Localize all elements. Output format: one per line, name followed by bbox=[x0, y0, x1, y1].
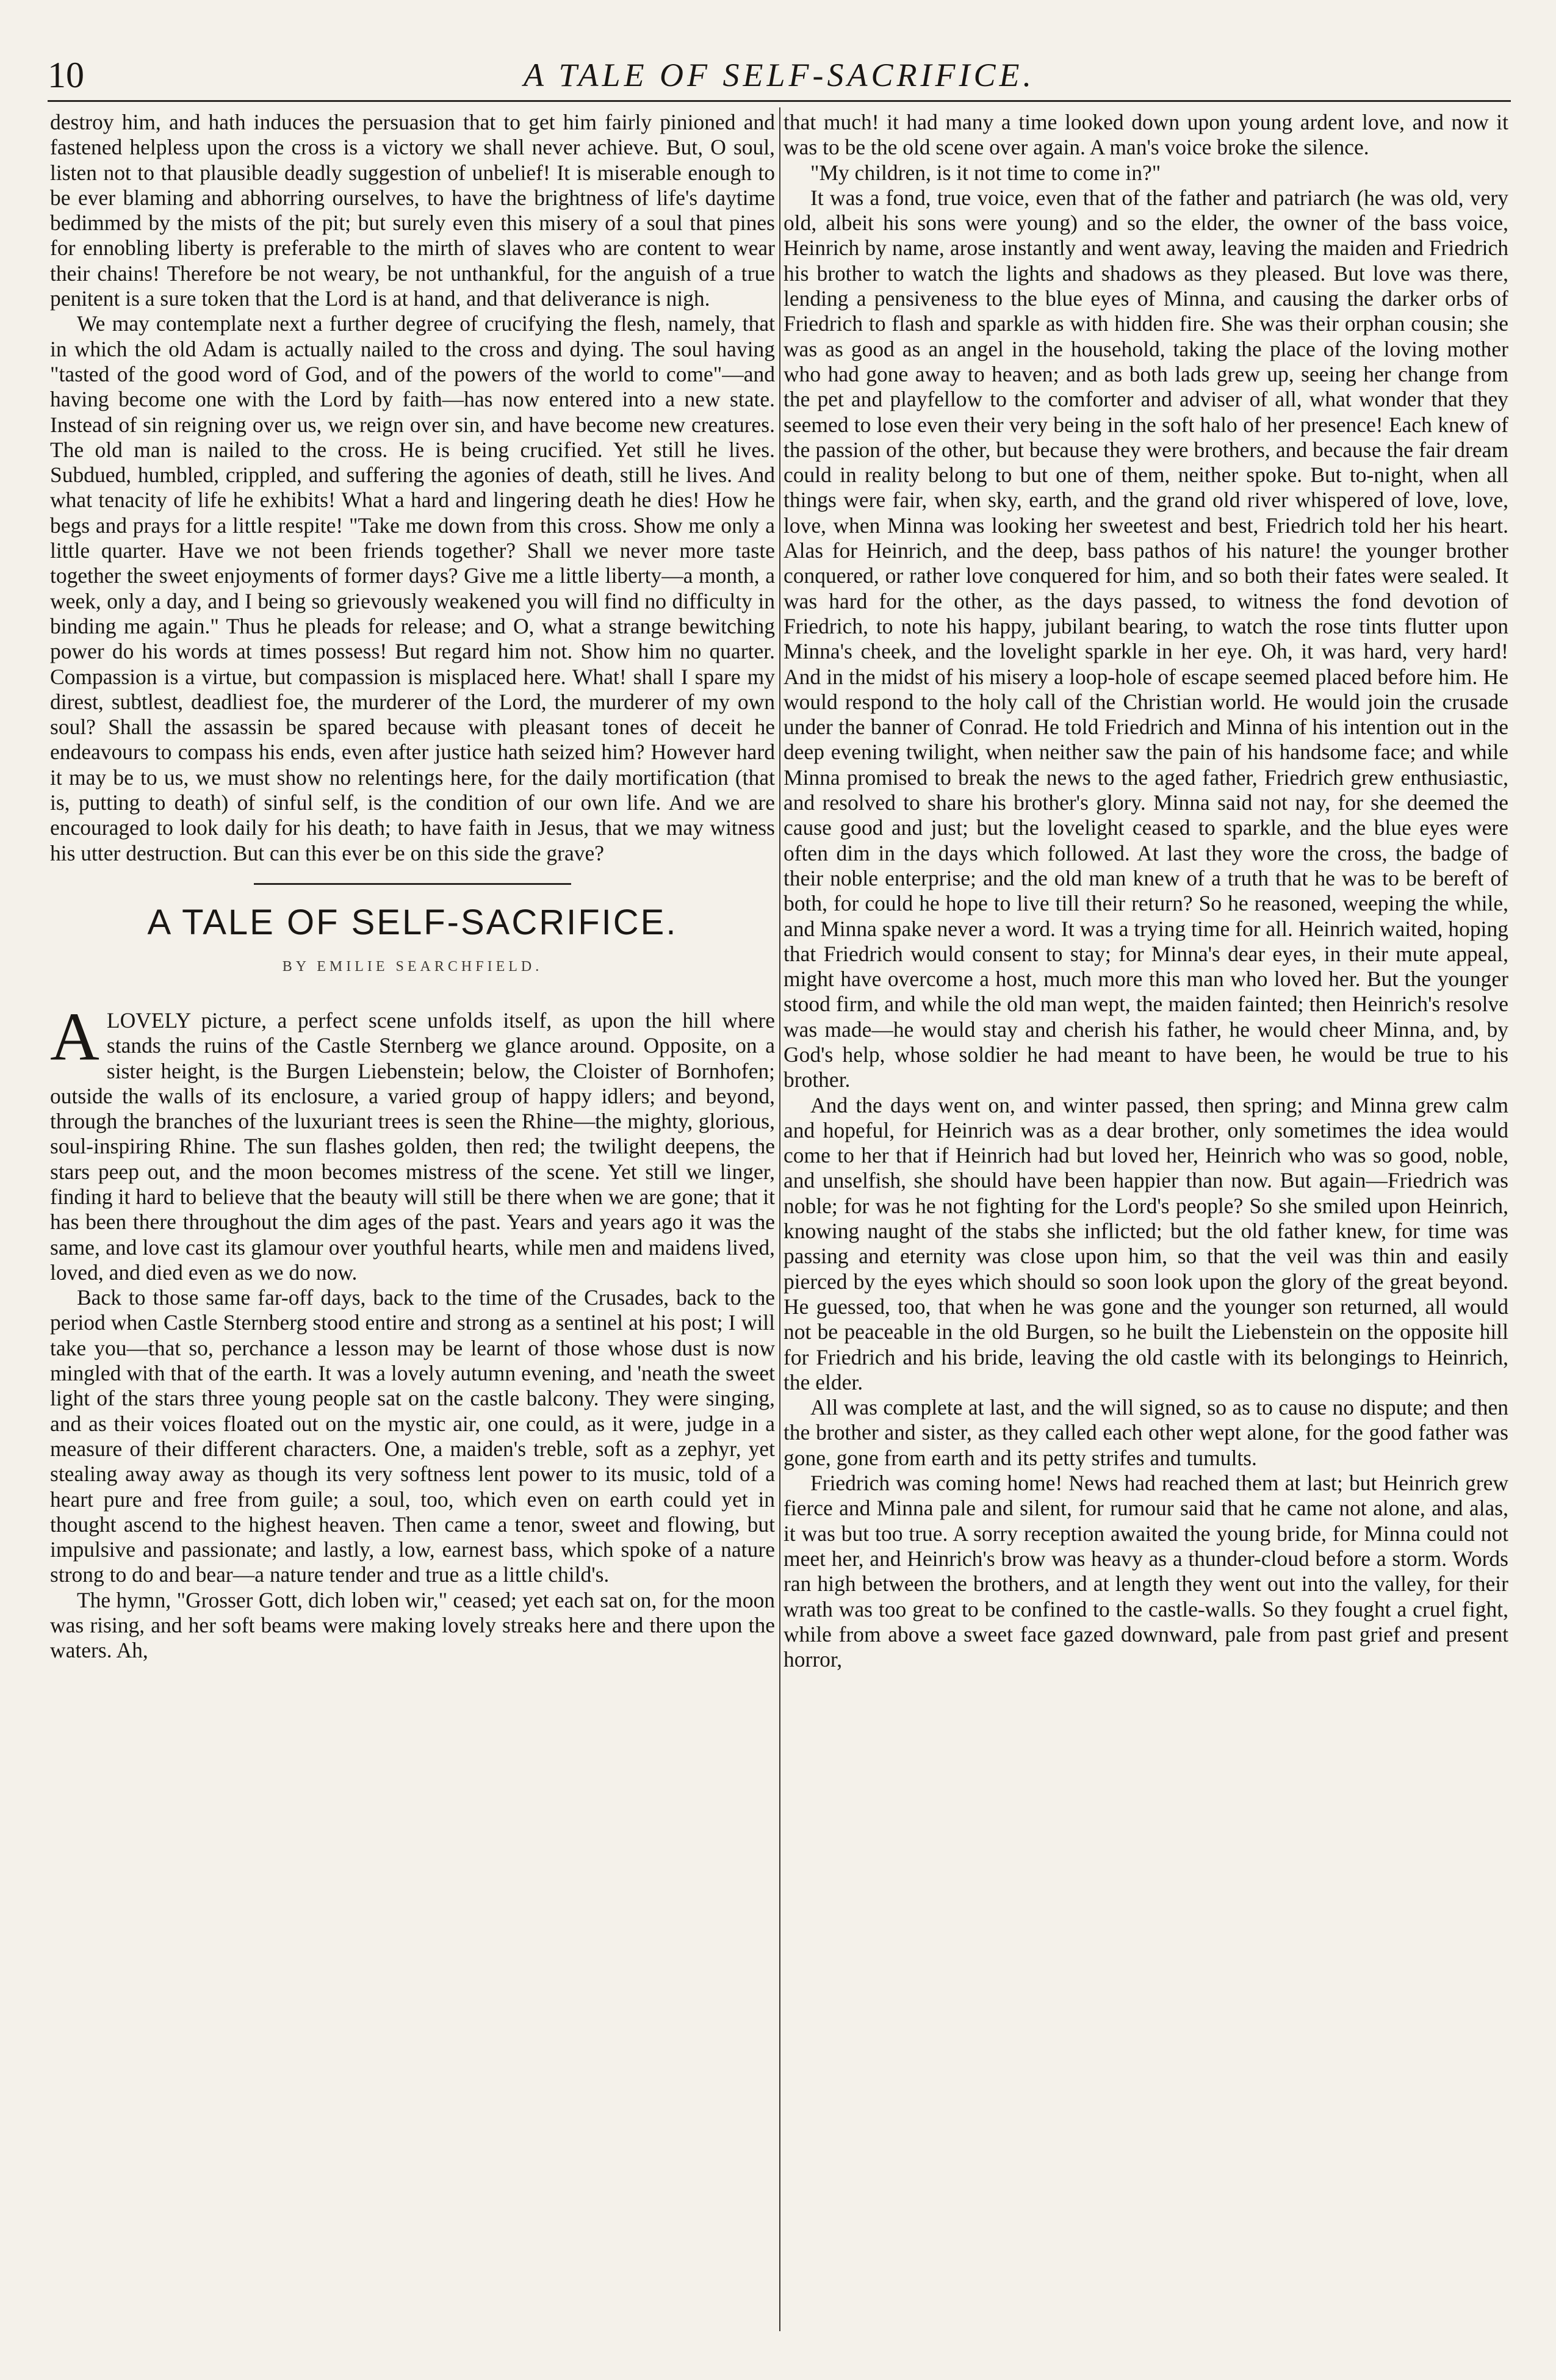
page-number: 10 bbox=[48, 55, 84, 95]
running-head: A TALE OF SELF-SACRIFICE. bbox=[524, 57, 1035, 93]
paragraph: that much! it had many a time looked down upon young ardent love, and now it was to be the old scene over again. A man's voice broke the silence. bbox=[783, 110, 1508, 160]
paragraph: "My children, is it not time to come in?" bbox=[810, 160, 1161, 185]
paragraph: We may contemplate next a further degree of crucifying the flesh, namely, that in which the old Adam is actually nailed to the cross and dying. The soul having "tasted of the good word of God, and of the powers of the world to come"—and having become one with the Lord by faith—has now entered into a new state. Instead of sin reigning over us, we reign over sin, and have become new creatures. The old man is nailed to the cross. He is being crucified. Yet still he lives. Subdued, humbled, crippled, and suffering the agonies of death, still he lives. And what tenacity of life he exhibits! What a hard and lingering death he dies! How he begs and prays for a little respite! "Take me down from this cross. Show me only a little quarter. Have we not been friends together? Shall we never more taste together the sweet enjoyments of former days? Give me a little liberty—a month, a week, only a day, and I being so grievously weakened you will find no difficulty in binding me again." Thus he pleads for release; and O, what a strange bewitching power do his words at times possess! But regard him not. Show him no quarter. Compassion is a virtue, but compassion is misplaced here. What! shall I spare my direst, subtlest, deadliest foe, the murderer of the Lord, the murderer of my own soul? Shall the assassin be spared because with pleasant tones of deceit he endeavours to compass his ends, even after justice hath seized him? However hard it may be to us, we must show no relentings here, for the daily mortification (that is, putting to death) of sinful self, is the condition of our own life. And we are encouraged to look daily for his death; to have faith in Jesus, that we may witness his utter destruction. But can this ever be on this side the grave? bbox=[50, 311, 775, 865]
drop-cap: A bbox=[50, 998, 99, 1075]
right-column bbox=[783, 110, 1508, 2331]
paragraph: Friedrich was coming home! News had reached them at last; but Heinrich grew fierce and Minna pale and silent, for rumour said that he came not alone, and alas, it was but too true. A sorry reception awaited the young bride, for Minna could not meet her, and Heinrich's brow was heavy as a thunder-cloud before a storm. Words ran high between the brothers, and at length they went out into the valley, for their wrath was too great to be confined to the castle-walls. So they fought a cruel fight, while from above a sweet face gazed downward, pale from past grief and present horror, bbox=[783, 1471, 1508, 1672]
paragraph: All was complete at last, and the will signed, so as to cause no dispute; and then the brother and sister, as they called each other wept alone, for the good father was gone, gone from earth and its petty strifes and tumults. bbox=[783, 1395, 1508, 1470]
column-divider bbox=[779, 107, 780, 2331]
article-title: A TALE OF SELF-SACRIFICE. bbox=[147, 902, 678, 942]
section-divider bbox=[254, 883, 571, 885]
paragraph: It was a fond, true voice, even that of the father and patriarch (he was old, very old, albeit his sons were young) and so the elder, the owner of the bass voice, Heinrich by name, arose instantly and went away, leaving the maiden and Friedrich his brother to watch the lights and shadows as they pleased. But love was there, lending a pensiveness to the blue eyes of Minna, and causing the darker orbs of Friedrich to flash and sparkle as with hidden fire. She was their orphan cousin; she was as good as an angel in the household, taking the place of the loving mother who had gone away to heaven; and as both lads grew up, seeing her change from the pet and playfellow to the comforter and adviser of all, what wonder that they seemed to lose even their very being in the soft halo of her presence! Each knew of the passion of the other, but because they were brothers, and because the fair dream could in reality belong to but one of them, neither spoke. But to-night, when all things were fair, when sky, earth, and the grand old river whispered of love, love, love, when Minna was looking her sweetest and best, Friedrich told her his heart. Alas for Heinrich, and the deep, bass pathos of his nature! the younger brother conquered, or rather love conquered for him, and so both their fates were sealed. It was hard for the other, as the days passed, to witness the fond devotion of Friedrich, to note his happy, jubilant bearing, to watch the rose tints flutter upon Minna's cheek, and the lovelight sparkle in her eye. Oh, it was hard, very hard! And in the midst of his misery a loop-hole of escape seemed placed before him. He would respond to the holy call of the Christian world. He would join the crusade under the banner of Conrad. He told Friedrich and Minna of his intention out in the deep evening twilight, when neither saw the pain of his handsome face; and while Minna promised to break the news to the aged father, Friedrich grew enthusiastic, and resolved to share his brother's glory. Minna said not nay, for she deemed the cause good and just; but the lovelight ceased to sparkle, and the blue eyes were often dim in the days which followed. At last they wore the cross, the badge of their noble enterprise; and the old man knew of a truth that he was to be bereft of both, for could he hope to live till their return? So he reasoned, weeping the while, and Minna spake never a word. It was a trying time for all. Heinrich waited, hoping that Friedrich would consent to stay; for Minna's dear eyes, in their mute appeal, might have overcome a host, much more this man who loved her. But the younger stood firm, and while the old man wept, the maiden fainted; then Heinrich's resolve was made—he would stay and cherish his father, he would cheer Minna, and, by God's help, whose soldier he had meant to have been, he would be true to his brother. bbox=[783, 185, 1508, 1092]
paragraph: destroy him, and hath induces the persuasion that to get him fairly pinioned and fastened helpless upon the cross is a victory we shall never achieve. But, O soul, listen not to that plausible deadly suggestion of unbelief! It is miserable enough to be ever blaming and abhorring ourselves, to have the brightness of life's daytime bedimmed by the mists of the pit; but surely even this misery of a soul that pines for ennobling liberty is preferable to the mirth of slaves who are content to wear their chains! Therefore be not weary, be not unthankful, for the anguish of a true penitent is a sure token that the Lord is at hand, and that deliverance is nigh. bbox=[50, 110, 775, 311]
left-column bbox=[50, 110, 775, 2331]
story-opening-paragraph bbox=[50, 998, 775, 1285]
paragraph: The hymn, "Grosser Gott, dich loben wir," ceased; yet each sat on, for the moon was rising, and her soft beams were making lovely streaks here and there upon the waters. Ah, bbox=[50, 1587, 775, 1663]
paragraph: And the days went on, and winter passed, then spring; and Minna grew calm and hopeful, for Heinrich was as a dear brother, only sometimes the idea would come to her that if Heinrich had but loved her, Heinrich who was so good, noble, and unselfish, she should have been happier than now. But again—Friedrich was noble; for was he not fighting for the Lord's people? So she smiled upon Heinrich, knowing naught of the stabs she inflicted; but the old father knew, for time was passing and eternity was close upon him, so that the veil was thin and easily pierced by the eyes which should so soon look upon the glory of the great beyond. He guessed, too, that when he was gone and the younger son returned, all would not be peaceable in the old Burgen, so he built the Liebenstein on the opposite hill for Friedrich and his bride, leaving the old castle with its belongings to Heinrich, the elder. bbox=[783, 1092, 1508, 1394]
paragraph: Back to those same far-off days, back to the time of the Crusades, back to the period when Castle Sternberg stood entire and strong as a sentinel at his post; I will take you—that so, perchance a lesson may be learnt of those whose dust is now mingled with that of the earth. It was a lovely autumn evening, and 'neath the sweet light of the stars three young people sat on the castle balcony. They were singing, and as their voices floated out on the mystic air, one could, as it were, judge in a measure of their different characters. One, a maiden's treble, soft as a zephyr, yet stealing away away as though its very softness lent power to its music, told of a heart pure and free from guile; a soul, too, which even on earth could yet in thought ascend to the highest heaven. Then came a tenor, sweet and flowing, but impulsive and passionate; and lastly, a low, earnest bass, which spoke of a nature strong to do and bear—a nature tender and true as a little child's. bbox=[50, 1285, 775, 1587]
page-header bbox=[48, 50, 1511, 102]
byline: BY EMILIE SEARCHFIELD. bbox=[282, 958, 543, 975]
story-opening-text: LOVELY picture, a perfect scene unfolds itself, as upon the hill where stands the ruins of the Castle Sternberg we glance around. Opposite, on a sister height, is the Burgen Liebenstein; below, the Cloister of Bornhofen; outside the walls of its enclosure, a varied group of happy idlers; and beyond, through the branches of the luxuriant trees is seen the Rhine—the mighty, glorious, soul-inspiring Rhine. The sun flashes golden, then red; the twilight deepens, the stars peep out, and the moon becomes mistress of the scene. Yet still we linger, finding it hard to believe that the beauty will still be there when we are gone; that it has been there throughout the dim ages of the past. Years and years ago it was the same, and love cast its glamour over youthful hearts, while men and maidens lived, loved, and died even as we do now. bbox=[50, 1008, 775, 1285]
